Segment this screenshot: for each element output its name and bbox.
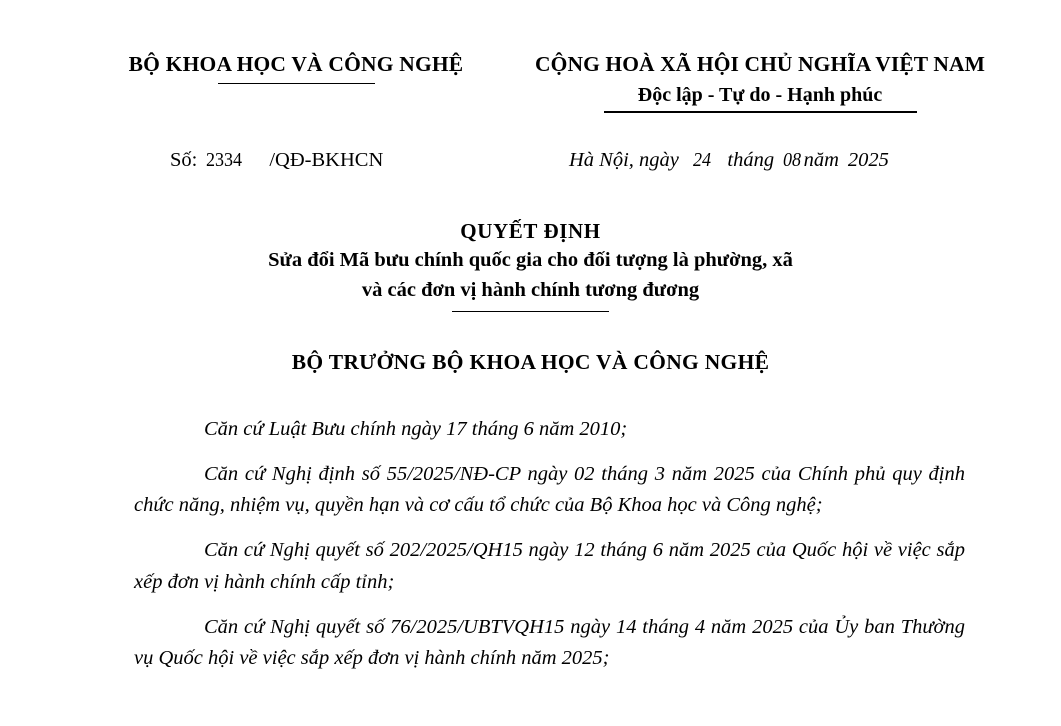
document-place-and-date <box>569 149 889 172</box>
motto-underline-rule <box>604 111 917 113</box>
document-number-value: 2334 <box>206 149 243 171</box>
document-title-block <box>0 218 1061 312</box>
document-number-label: Số: <box>170 149 198 171</box>
issuing-organization-block <box>96 52 496 84</box>
legal-basis-paragraph: Căn cứ Nghị quyết số 202/2025/QH15 ngày 12 tháng 6 năm 2025 của Quốc hội về việc sắp xếp đơn vị hành chính cấp tỉnh; <box>134 539 965 593</box>
document-number <box>170 149 383 172</box>
document-place: Hà Nội, ngày <box>569 149 679 171</box>
document-subject-line-2: và các đơn vị hành chính tương đương <box>361 279 700 302</box>
national-motto: Độc lập - Tự do - Hạnh phúc <box>637 83 883 106</box>
document-number-suffix: /QĐ-BKHCN <box>269 149 384 171</box>
issuing-authority-heading: BỘ TRƯỞNG BỘ KHOA HỌC VÀ CÔNG NGHỆ <box>291 350 770 374</box>
document-year-label: năm <box>803 149 839 171</box>
document-day: 24 <box>692 149 711 171</box>
legal-basis-section <box>134 414 965 674</box>
document-meta-line <box>0 149 1061 179</box>
national-heading-block <box>500 52 1020 113</box>
document-type-heading: QUYẾT ĐỊNH <box>460 219 601 243</box>
document-year: 2025 <box>847 149 889 171</box>
issuing-organization-name: BỘ KHOA HỌC VÀ CÔNG NGHỆ <box>128 52 464 76</box>
document-month: 08 <box>783 149 802 171</box>
organization-underline-rule <box>218 83 375 84</box>
legal-basis-paragraph: Căn cứ Nghị quyết số 76/2025/UBTVQH15 ngày 14 tháng 4 năm 2025 của Ủy ban Thường vụ Quốc hội về việc sắp xếp đơn vị hành chính năm 2025; <box>134 615 965 669</box>
legal-basis-paragraph: Căn cứ Luật Bưu chính ngày 17 tháng 6 năm 2010; <box>204 418 628 440</box>
national-name: CỘNG HOÀ XÃ HỘI CHỦ NGHĨA VIỆT NAM <box>535 52 985 76</box>
title-underline-rule <box>452 311 609 312</box>
document-subject-line-1: Sửa đổi Mã bưu chính quốc gia cho đối tượng là phường, xã <box>268 249 793 272</box>
legal-basis-paragraph: Căn cứ Nghị định số 55/2025/NĐ-CP ngày 02 tháng 3 năm 2025 của Chính phủ quy định chức năng, nhiệm vụ, quyền hạn và cơ cấu tổ chức của Bộ Khoa học và Công nghệ; <box>134 463 965 517</box>
document-month-label: tháng <box>727 149 775 171</box>
